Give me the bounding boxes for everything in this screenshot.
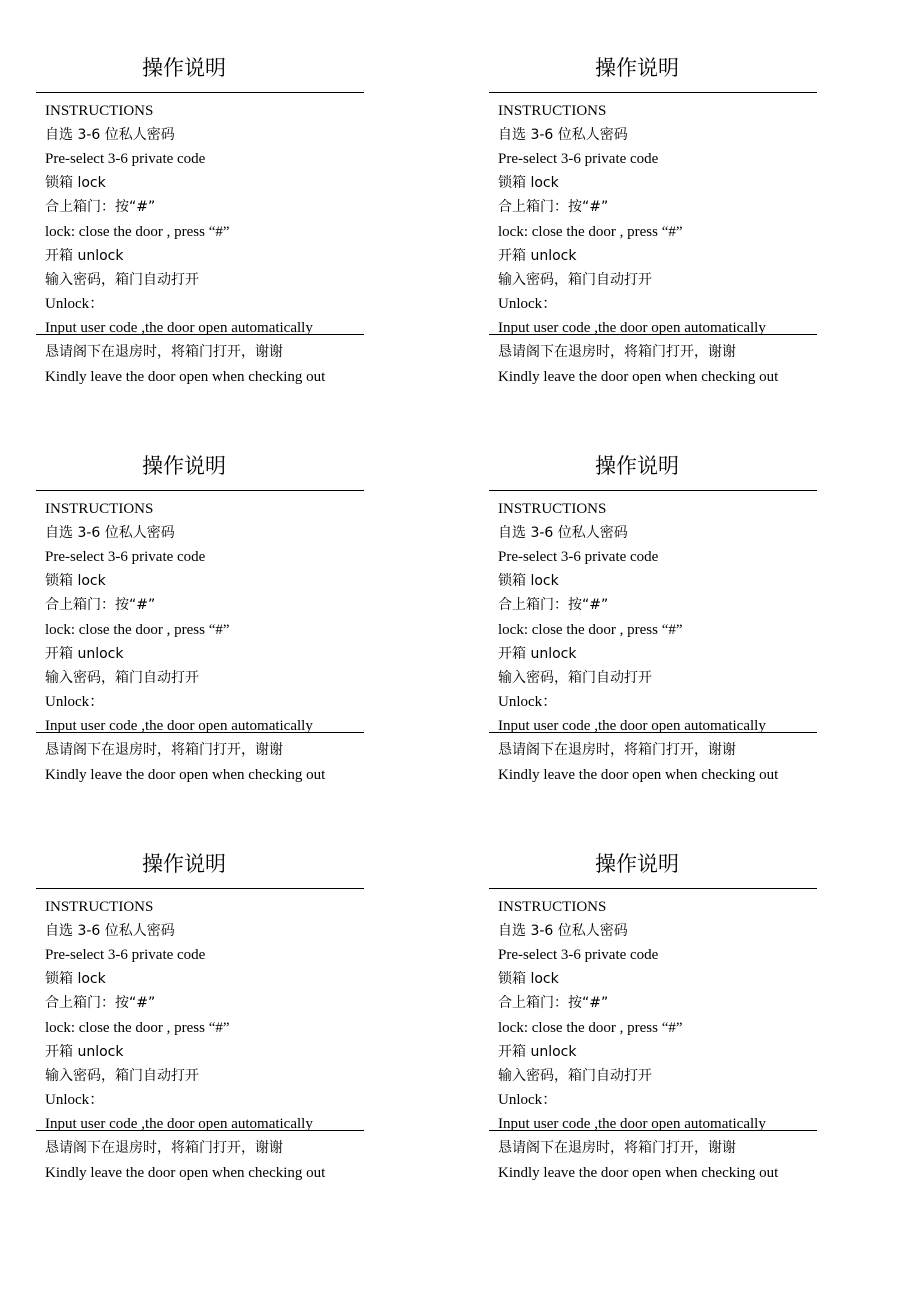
title-divider <box>489 490 817 491</box>
checkout-note-en: Kindly leave the door open when checking out <box>45 369 326 385</box>
card-title: 操作说明 <box>142 852 226 876</box>
unlock-step-cn: 输入密码，箱门自动打开 <box>45 272 199 288</box>
unlock-step-en: Input user code ,the door open automatically <box>498 718 766 734</box>
unlock-step-cn: 输入密码，箱门自动打开 <box>498 1068 652 1084</box>
select-code-cn: 自选 3-6 位私人密码 <box>45 923 175 939</box>
lock-heading: 锁箱 lock <box>498 971 559 987</box>
unlock-label: Unlock： <box>498 694 558 710</box>
instructions-label: INSTRUCTIONS <box>498 501 607 517</box>
unlock-step-en: Input user code ,the door open automatically <box>498 1116 766 1132</box>
unlock-heading: 开箱 unlock <box>45 646 124 662</box>
checkout-note-cn: 恳请阁下在退房时，将箱门打开，谢谢 <box>498 344 736 360</box>
title-divider <box>36 490 364 491</box>
instructions-label: INSTRUCTIONS <box>498 103 607 119</box>
lock-step-cn: 合上箱门：按“#” <box>498 199 609 215</box>
unlock-step-en: Input user code ,the door open automatically <box>45 320 313 336</box>
note-divider <box>36 1130 364 1131</box>
note-divider <box>36 334 364 335</box>
lock-step-en: lock: close the door , press “#” <box>498 1020 683 1036</box>
lock-heading: 锁箱 lock <box>45 573 106 589</box>
unlock-step-en: Input user code ,the door open automatically <box>45 718 313 734</box>
card-title: 操作说明 <box>595 852 679 876</box>
lock-step-en: lock: close the door , press “#” <box>498 224 683 240</box>
unlock-heading: 开箱 unlock <box>45 1044 124 1060</box>
lock-step-en: lock: close the door , press “#” <box>45 224 230 240</box>
select-code-cn: 自选 3-6 位私人密码 <box>498 525 628 541</box>
lock-step-cn: 合上箱门：按“#” <box>45 995 156 1011</box>
select-code-cn: 自选 3-6 位私人密码 <box>498 923 628 939</box>
unlock-label: Unlock： <box>45 694 105 710</box>
unlock-heading: 开箱 unlock <box>45 248 124 264</box>
unlock-step-cn: 输入密码，箱门自动打开 <box>45 1068 199 1084</box>
unlock-label: Unlock： <box>498 1092 558 1108</box>
select-code-en: Pre-select 3-6 private code <box>498 549 659 565</box>
unlock-step-cn: 输入密码，箱门自动打开 <box>45 670 199 686</box>
checkout-note-en: Kindly leave the door open when checking out <box>498 1165 779 1181</box>
unlock-step-en: Input user code ,the door open automatically <box>498 320 766 336</box>
lock-heading: 锁箱 lock <box>498 573 559 589</box>
unlock-heading: 开箱 unlock <box>498 646 577 662</box>
lock-heading: 锁箱 lock <box>45 971 106 987</box>
unlock-label: Unlock： <box>498 296 558 312</box>
unlock-label: Unlock： <box>45 1092 105 1108</box>
note-divider <box>489 1130 817 1131</box>
unlock-step-cn: 输入密码，箱门自动打开 <box>498 272 652 288</box>
lock-heading: 锁箱 lock <box>45 175 106 191</box>
unlock-label: Unlock： <box>45 296 105 312</box>
card-title: 操作说明 <box>142 56 226 80</box>
lock-step-en: lock: close the door , press “#” <box>45 622 230 638</box>
lock-step-cn: 合上箱门：按“#” <box>45 199 156 215</box>
unlock-heading: 开箱 unlock <box>498 248 577 264</box>
checkout-note-cn: 恳请阁下在退房时，将箱门打开，谢谢 <box>498 742 736 758</box>
instructions-label: INSTRUCTIONS <box>45 103 154 119</box>
card-title: 操作说明 <box>595 56 679 80</box>
note-divider <box>489 334 817 335</box>
instructions-label: INSTRUCTIONS <box>45 501 154 517</box>
note-divider <box>489 732 817 733</box>
note-divider <box>36 732 364 733</box>
title-divider <box>36 888 364 889</box>
select-code-cn: 自选 3-6 位私人密码 <box>45 127 175 143</box>
card-title: 操作说明 <box>142 454 226 478</box>
card-title: 操作说明 <box>595 454 679 478</box>
checkout-note-cn: 恳请阁下在退房时，将箱门打开，谢谢 <box>45 1140 283 1156</box>
instructions-label: INSTRUCTIONS <box>498 899 607 915</box>
unlock-step-en: Input user code ,the door open automatically <box>45 1116 313 1132</box>
select-code-en: Pre-select 3-6 private code <box>498 151 659 167</box>
checkout-note-cn: 恳请阁下在退房时，将箱门打开，谢谢 <box>45 742 283 758</box>
checkout-note-cn: 恳请阁下在退房时，将箱门打开，谢谢 <box>45 344 283 360</box>
lock-heading: 锁箱 lock <box>498 175 559 191</box>
instructions-label: INSTRUCTIONS <box>45 899 154 915</box>
checkout-note-cn: 恳请阁下在退房时，将箱门打开，谢谢 <box>498 1140 736 1156</box>
unlock-heading: 开箱 unlock <box>498 1044 577 1060</box>
lock-step-cn: 合上箱门：按“#” <box>498 995 609 1011</box>
select-code-en: Pre-select 3-6 private code <box>498 947 659 963</box>
title-divider <box>36 92 364 93</box>
unlock-step-cn: 输入密码，箱门自动打开 <box>498 670 652 686</box>
checkout-note-en: Kindly leave the door open when checking out <box>498 767 779 783</box>
title-divider <box>489 92 817 93</box>
title-divider <box>489 888 817 889</box>
lock-step-cn: 合上箱门：按“#” <box>45 597 156 613</box>
lock-step-en: lock: close the door , press “#” <box>498 622 683 638</box>
select-code-cn: 自选 3-6 位私人密码 <box>498 127 628 143</box>
checkout-note-en: Kindly leave the door open when checking out <box>45 767 326 783</box>
select-code-en: Pre-select 3-6 private code <box>45 549 206 565</box>
select-code-en: Pre-select 3-6 private code <box>45 947 206 963</box>
checkout-note-en: Kindly leave the door open when checking out <box>45 1165 326 1181</box>
select-code-en: Pre-select 3-6 private code <box>45 151 206 167</box>
lock-step-en: lock: close the door , press “#” <box>45 1020 230 1036</box>
lock-step-cn: 合上箱门：按“#” <box>498 597 609 613</box>
checkout-note-en: Kindly leave the door open when checking out <box>498 369 779 385</box>
select-code-cn: 自选 3-6 位私人密码 <box>45 525 175 541</box>
